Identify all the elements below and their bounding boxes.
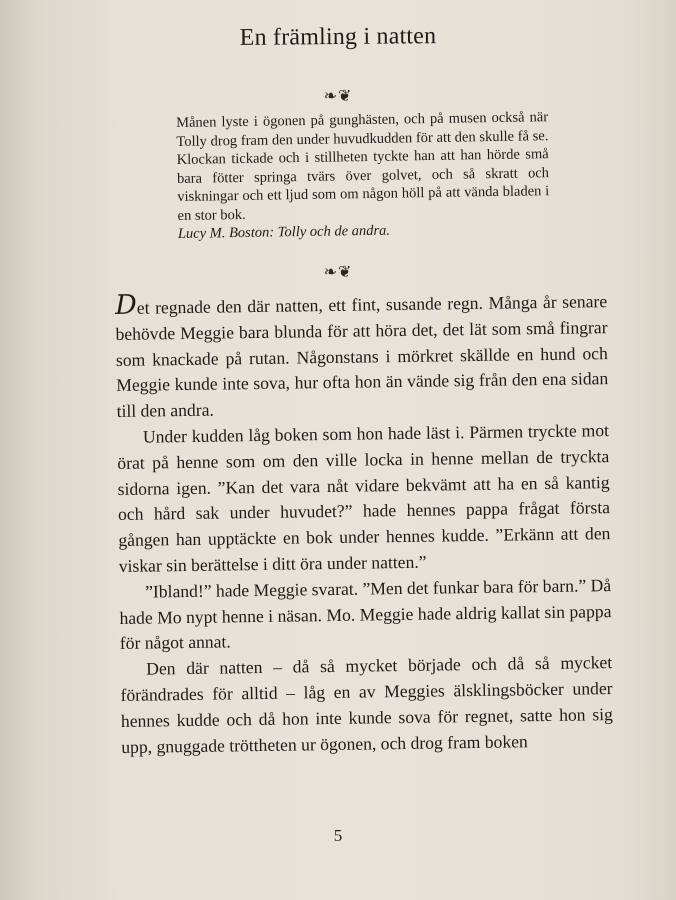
drop-cap: D bbox=[114, 289, 138, 321]
epigraph-attribution: Lucy M. Boston: Tolly och de andra. bbox=[177, 222, 391, 242]
middle-ornament-icon: ❧❦ bbox=[323, 262, 353, 281]
chapter-body bbox=[115, 289, 613, 760]
body-paragraph-1 bbox=[115, 289, 609, 425]
body-paragraph-2: Under kudden låg boken som hon hade läst i. Pärmen tryckte mot örat på henne som om den ville locka in henne mellan de tryckta sidorna igen. ”Kan det vara nåt vidare bekvämt att ha en så kantig och hård sak under huvudet?” hade hennes pappa frågat första gången han upptäckte en bok under hennes kudde. ”Erkänn att den viskar sin berättelse i ditt öra under natten.” bbox=[117, 420, 611, 576]
body-paragraph-3: ”Ibland!” hade Meggie svarat. ”Men det funkar bara för barn.” Då hade Mo nypt henne i näsan. Mo. Meggie hade aldrig kallat sin pappa för något annat. bbox=[119, 574, 612, 654]
chapter-title: En främling i natten bbox=[239, 23, 437, 51]
paragraph-text: et regnade den där natten, ett fint, susande regn. Många år senare behövde Meggie bara blunda för att höra det, det lät som små fingrar som knackade på rutan. Någonstans i mörkret skällde en hund och Meggie kunde inte sova, hur ofta hon än vände sig från den ena sidan till den andra. bbox=[115, 291, 609, 422]
body-paragraph-4: Den där natten – då så mycket började och då så mycket förändrades för alltid – låg en av Meggies älsklingsböcker under hennes kudde och då hon inte kunde sova för regnet, satte hon sig upp, gnuggade tröttheten ur ögonen, och drog fram boken bbox=[120, 652, 614, 757]
page-number: 5 bbox=[333, 826, 343, 845]
epigraph bbox=[176, 108, 550, 243]
top-ornament-icon: ❧❦ bbox=[323, 86, 353, 105]
epigraph-text: Månen lyste i ögonen på gunghästen, och på musen också när Tolly drog fram den under huvudkudden för att den skulle få se. Klockan tickade och i stillheten tyckte han att han hörde små bara fötter springa tvärs över golvet, och så skratt och viskningar och ett ljud som om någon höll på att vända bladen i en stor bok. bbox=[176, 109, 550, 224]
